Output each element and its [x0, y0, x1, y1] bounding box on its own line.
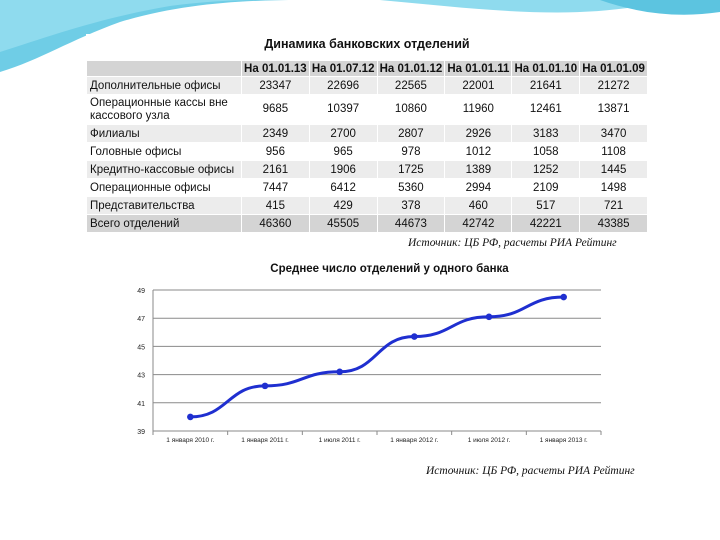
table-cell: 45505 — [309, 215, 377, 233]
data-point — [411, 333, 418, 340]
table-cell: 22565 — [377, 77, 445, 95]
y-tick-label: 47 — [137, 316, 145, 324]
table-row — [87, 77, 648, 95]
table-cell: 2349 — [242, 125, 310, 143]
y-tick-label: 49 — [137, 288, 145, 295]
x-tick-label: 1 июля 2012 г. — [467, 437, 511, 444]
table-cell: 44673 — [377, 215, 445, 233]
header-cell: На 01.01.09 — [580, 61, 648, 77]
table-cell: 1012 — [445, 143, 512, 161]
table-cell: 2807 — [377, 125, 445, 143]
table-cell: 21272 — [580, 77, 648, 95]
table-cell: 10860 — [377, 95, 445, 125]
table-title: Динамика банковских отделений — [264, 37, 470, 51]
table-cell: 46360 — [242, 215, 310, 233]
row-label: Дополнительные офисы — [87, 77, 242, 95]
data-point — [560, 294, 567, 301]
header-cell: На 01.01.10 — [512, 61, 580, 77]
table-row — [87, 197, 648, 215]
row-label: Операционные офисы — [87, 179, 242, 197]
table-cell: 1498 — [580, 179, 648, 197]
table-cell: 12461 — [512, 95, 580, 125]
row-label: Всего отделений — [87, 215, 242, 233]
y-tick-label: 41 — [137, 400, 145, 408]
table-header-row — [87, 61, 648, 77]
table-cell: 3183 — [512, 125, 580, 143]
table-cell: 42742 — [445, 215, 512, 233]
series-line — [190, 297, 563, 417]
table-cell: 1389 — [445, 161, 512, 179]
table-cell: 42221 — [512, 215, 580, 233]
table-cell: 22696 — [309, 77, 377, 95]
header-cell: На 01.01.12 — [377, 61, 445, 77]
chart-title: Среднее число отделений у одного банка — [270, 263, 509, 275]
header-cell: На 01.01.13 — [242, 61, 310, 77]
table-cell: 1725 — [377, 161, 445, 179]
table-cell: 2994 — [445, 179, 512, 197]
table-cell: 978 — [377, 143, 445, 161]
row-label: Представительства — [87, 197, 242, 215]
row-label: Кредитно-кассовые офисы — [87, 161, 242, 179]
x-tick-label: 1 января 2010 г. — [166, 437, 215, 444]
table-row — [87, 125, 648, 143]
table-row — [87, 161, 648, 179]
table-cell: 2926 — [445, 125, 512, 143]
line-chart — [131, 258, 648, 490]
chart-source-note: Источник: ЦБ РФ, расчеты РИА Рейтинг — [426, 465, 635, 477]
table-row — [87, 143, 648, 161]
header-cell — [87, 61, 242, 77]
table-cell: 6412 — [309, 179, 377, 197]
table-cell: 415 — [242, 197, 310, 215]
table-cell: 21641 — [512, 77, 580, 95]
table-cell: 10397 — [309, 95, 377, 125]
table-source-note: Источник: ЦБ РФ, расчеты РИА Рейтинг — [408, 237, 617, 249]
table-cell: 956 — [242, 143, 310, 161]
table-cell: 2109 — [512, 179, 580, 197]
table-cell: 1445 — [580, 161, 648, 179]
table-cell: 7447 — [242, 179, 310, 197]
table-cell: 43385 — [580, 215, 648, 233]
header-cell: На 01.07.12 — [309, 61, 377, 77]
table-cell: 3470 — [580, 125, 648, 143]
table-cell: 22001 — [445, 77, 512, 95]
table-body — [87, 77, 648, 233]
table-row — [87, 215, 648, 233]
row-label: Операционные кассы вне кассового узла — [87, 95, 242, 125]
data-point — [187, 414, 194, 421]
table-cell: 1058 — [512, 143, 580, 161]
y-tick-label: 43 — [137, 372, 145, 380]
branches-table — [86, 60, 648, 233]
data-point — [486, 313, 493, 320]
header-cell: На 01.01.11 — [445, 61, 512, 77]
y-tick-label: 45 — [137, 344, 145, 352]
table-row — [87, 179, 648, 197]
table-cell: 460 — [445, 197, 512, 215]
table-cell: 23347 — [242, 77, 310, 95]
table-row — [87, 95, 648, 125]
table-cell: 9685 — [242, 95, 310, 125]
x-tick-label: 1 января 2013 г. — [539, 437, 588, 444]
table-cell: 2700 — [309, 125, 377, 143]
table-cell: 13871 — [580, 95, 648, 125]
table-cell: 1252 — [512, 161, 580, 179]
table-cell: 2161 — [242, 161, 310, 179]
table-cell: 378 — [377, 197, 445, 215]
table-cell: 5360 — [377, 179, 445, 197]
chart-container — [131, 258, 648, 490]
x-tick-label: 1 января 2012 г. — [390, 437, 439, 444]
table-cell: 1906 — [309, 161, 377, 179]
table-cell: 965 — [309, 143, 377, 161]
table-cell: 517 — [512, 197, 580, 215]
table-cell: 429 — [309, 197, 377, 215]
table-cell: 11960 — [445, 95, 512, 125]
row-label: Головные офисы — [87, 143, 242, 161]
row-label: Филиалы — [87, 125, 242, 143]
table-cell: 1108 — [580, 143, 648, 161]
data-point — [262, 383, 269, 390]
data-point — [336, 368, 343, 375]
y-tick-label: 39 — [137, 429, 145, 436]
x-tick-label: 1 июля 2011 г. — [318, 437, 361, 444]
x-tick-label: 1 января 2011 г. — [241, 437, 289, 444]
table-cell: 721 — [580, 197, 648, 215]
